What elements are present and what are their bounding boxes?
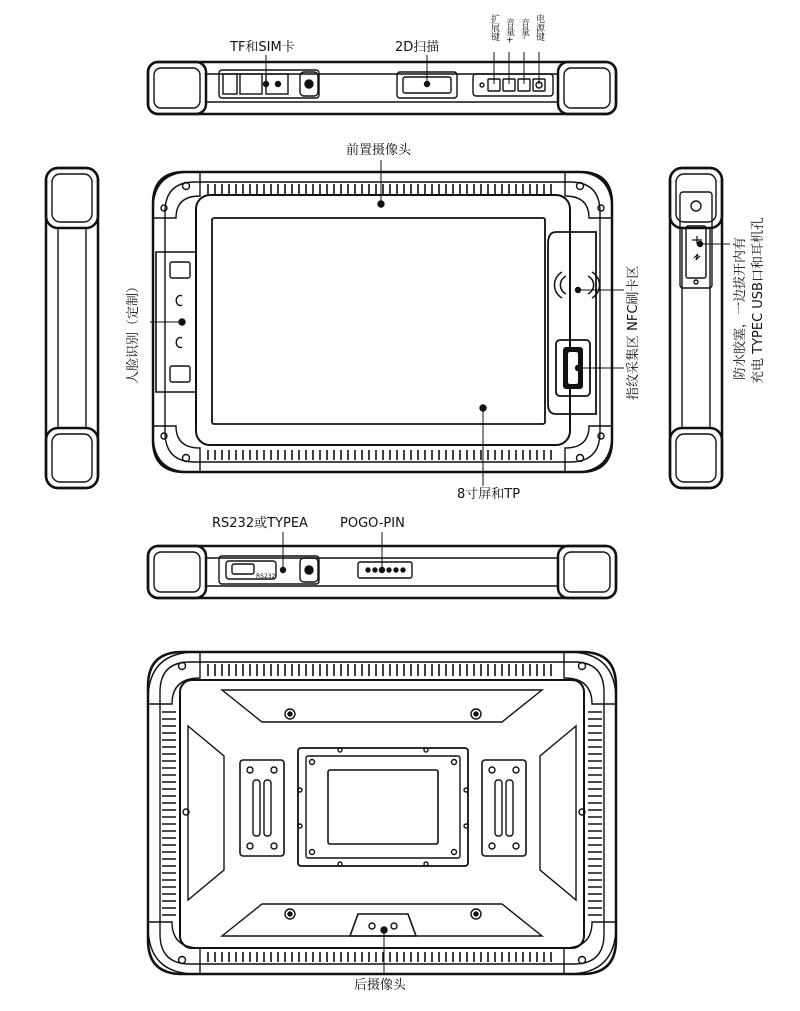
back-right-ribs bbox=[588, 712, 602, 915]
front-bottom-ribs bbox=[208, 450, 551, 460]
label-tf-sim: TF和SIM卡 bbox=[230, 40, 295, 55]
right-strap-bracket bbox=[482, 760, 526, 856]
battery-window bbox=[328, 770, 438, 844]
back-left-ribs bbox=[162, 712, 176, 915]
back-view bbox=[148, 652, 616, 974]
label-waterproof-line2: 充电 TYPEC USB口和耳机孔 bbox=[751, 217, 766, 384]
front-view bbox=[150, 160, 624, 486]
label-screen: 8寸屏和TP bbox=[457, 487, 521, 502]
label-expand-key: 扩展键 bbox=[489, 14, 499, 41]
label-vol-up: 音量+ bbox=[504, 18, 514, 44]
left-side-view bbox=[46, 168, 98, 488]
label-rs232: RS232或TYPEA bbox=[212, 516, 308, 531]
front-screen bbox=[212, 218, 545, 424]
front-bezel bbox=[196, 195, 570, 445]
label-rear-camera: 后摄像头 bbox=[354, 978, 407, 993]
label-vol-down: 音量- bbox=[519, 18, 529, 40]
label-nfc-fingerprint: 指纹采集区 NFC刷卡区 bbox=[626, 265, 641, 400]
label-pogo-pin: POGO-PIN bbox=[340, 516, 405, 531]
back-top-ribs bbox=[208, 664, 551, 676]
left-strap-bracket bbox=[240, 760, 284, 856]
right-side-view bbox=[670, 168, 730, 488]
bottom-edge-view bbox=[148, 532, 616, 598]
button-strip bbox=[473, 74, 553, 96]
label-waterproof-line1: 防水胶塞，一边拔开内有 bbox=[733, 236, 748, 380]
label-2d-scan: 2D扫描 bbox=[395, 40, 440, 55]
label-face-recognition: 人脸识别（定制） bbox=[126, 279, 141, 384]
nfc-icon bbox=[554, 272, 599, 298]
back-bottom-ribs bbox=[208, 952, 551, 962]
front-top-ribs bbox=[208, 184, 551, 194]
rs232-port-text: RS232 bbox=[256, 573, 276, 580]
top-edge-view bbox=[148, 52, 616, 114]
label-front-camera: 前置摄像头 bbox=[346, 143, 412, 158]
vesa-plate bbox=[298, 748, 468, 866]
label-power-key: 电源键 bbox=[534, 14, 544, 41]
